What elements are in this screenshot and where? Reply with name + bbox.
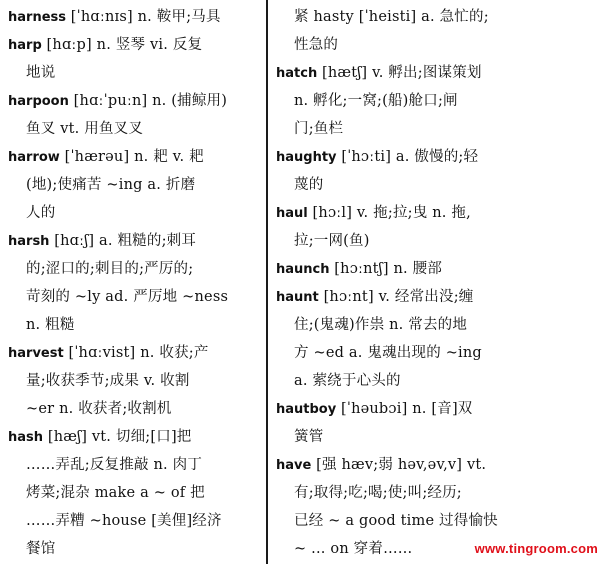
entry-line: 拉;一网(鱼) xyxy=(294,233,370,249)
entry-line: haul [hɔːl] v. 拖;拉;曳 n. 拖, xyxy=(276,205,471,221)
entry-line: 已经 ~ a good time 过得愉快 xyxy=(294,513,498,529)
entry-line: haughty [ˈhɔːti] a. 傲慢的;轻 xyxy=(276,149,479,165)
entry-line: hautboy [ˈhəubɔi] n. [音]双 xyxy=(276,401,473,417)
entry-line: 簧管 xyxy=(294,429,324,445)
entry-line: harp [hɑːp] n. 竖琴 vi. 反复 xyxy=(8,37,203,53)
entry-line: 的;涩口的;刺目的;严厉的; xyxy=(26,261,194,277)
entry-line: n. 孵化;一窝;(船)舱口;闸 xyxy=(294,93,458,109)
entry-line: 鱼叉 vt. 用鱼叉叉 xyxy=(26,121,144,137)
entry-line: 餐馆 xyxy=(26,541,56,557)
entry-line: have [强 hæv;弱 həv,əv,v] vt. xyxy=(276,457,487,473)
entry-line: harness [ˈhɑːnɪs] n. 鞍甲;马具 xyxy=(8,9,221,25)
entry-line: hash [hæʃ] vt. 切细;[口]把 xyxy=(8,429,192,445)
entry-line: 苛刻的 ~ly ad. 严厉地 ~ness xyxy=(26,289,229,305)
entry-line: a. 萦绕于心头的 xyxy=(294,373,401,389)
entry-line: 门;鱼栏 xyxy=(294,121,344,137)
watermark: www.tingroom.com xyxy=(474,541,598,556)
entry-line: 住;(鬼魂)作祟 n. 常去的地 xyxy=(294,317,468,333)
entry-line: hatch [hætʃ] v. 孵出;图谋策划 xyxy=(276,65,482,81)
entry-line: haunch [hɔːntʃ] n. 腰部 xyxy=(276,261,443,277)
entry-line: 地说 xyxy=(26,65,56,81)
entry-line: 烤菜;混杂 make a ~ of 把 xyxy=(26,485,205,501)
entry-line: ~er n. 收获者;收割机 xyxy=(26,401,172,417)
entry-line: n. 粗糙 xyxy=(26,317,75,333)
entry-line: 有;取得;吃;喝;使;叫;经历; xyxy=(294,485,462,501)
entry-line: ……弄乱;反复推敲 n. 肉丁 xyxy=(26,457,203,473)
entry-line: haunt [hɔːnt] v. 经常出没;缠 xyxy=(276,289,474,305)
entry-line: 性急的 xyxy=(294,37,339,53)
column-divider xyxy=(266,0,268,564)
entry-line: ~ ... on 穿着…… xyxy=(294,541,413,557)
entry-line: (地);使痛苦 ~ing a. 折磨 xyxy=(26,177,196,193)
entry-line: harsh [hɑːʃ] a. 粗糙的;刺耳 xyxy=(8,233,197,249)
entry-line: harrow [ˈhærəu] n. 耙 v. 耙 xyxy=(8,149,204,165)
entry-line: harvest [ˈhɑːvist] n. 收获;产 xyxy=(8,345,209,361)
entry-line: harpoon [hɑːˈpuːn] n. (捕鲸用) xyxy=(8,93,228,109)
entry-line: 量;收获季节;成果 v. 收割 xyxy=(26,373,190,389)
entry-line: 人的 xyxy=(26,205,56,221)
entry-line: 方 ~ed a. 鬼魂出现的 ~ing xyxy=(294,345,482,361)
entry-line: ……弄糟 ~house [美俚]经济 xyxy=(26,513,222,529)
entry-line: 蔑的 xyxy=(294,177,324,193)
entry-line: 紧 hasty [ˈheisti] a. 急忙的; xyxy=(294,9,489,25)
